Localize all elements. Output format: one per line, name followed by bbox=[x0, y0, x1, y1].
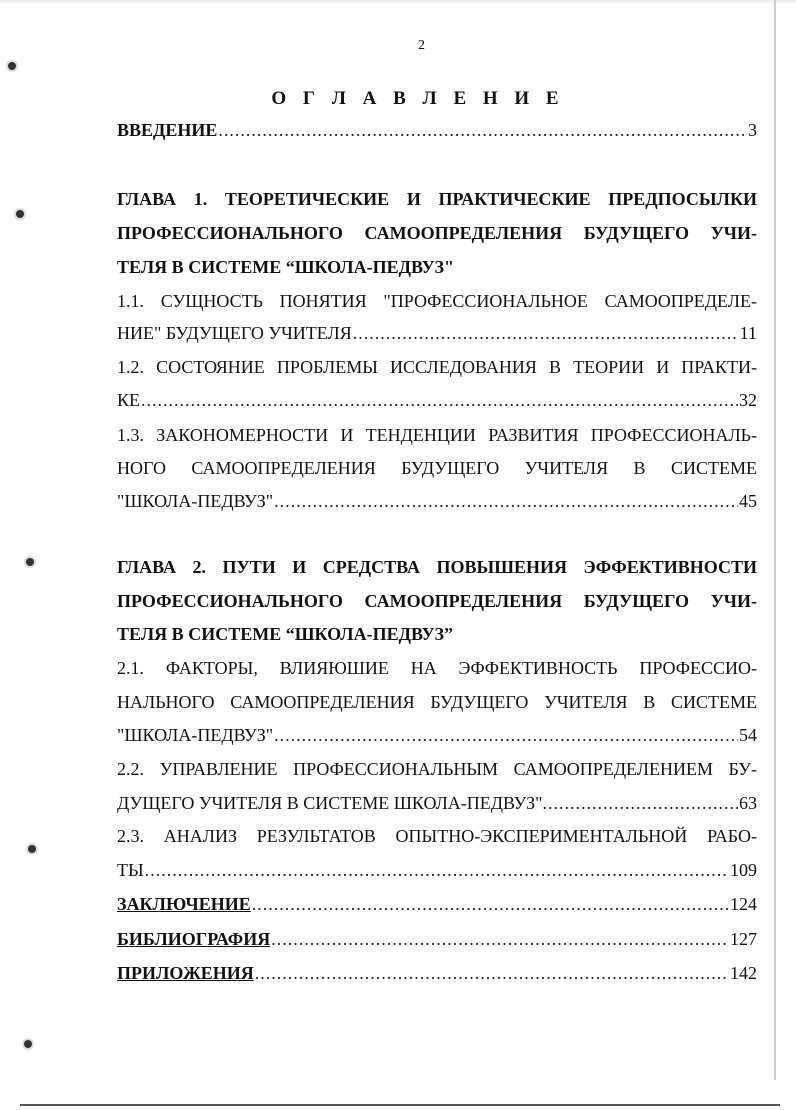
toc-entry-page: 124 bbox=[730, 894, 757, 914]
toc-entry-conclusion[interactable] bbox=[117, 887, 757, 921]
toc-entry-label: БИБЛИОГРАФИЯ bbox=[117, 929, 271, 949]
toc-entry-label: ТЫ bbox=[117, 860, 144, 880]
section-1-1-line[interactable]: 1.1. СУЩНОСТЬ ПОНЯТИЯ "ПРОФЕССИОНАЛЬНОЕ САМООПРЕДЕЛЕ- bbox=[117, 291, 757, 311]
toc-entry-page: 3 bbox=[748, 120, 757, 140]
toc-entry-section-2-3[interactable] bbox=[117, 853, 757, 887]
toc-entry-page: 127 bbox=[730, 929, 757, 949]
dot-leader bbox=[274, 718, 738, 752]
dot-leader bbox=[141, 383, 738, 417]
toc-entry-section-2-2[interactable] bbox=[117, 786, 757, 820]
punch-hole-mark bbox=[28, 845, 36, 853]
chapter-1-title-line[interactable]: ПРОФЕССИОНАЛЬНОГО САМООПРЕДЕЛЕНИЯ БУДУЩЕГО УЧИ- bbox=[117, 223, 757, 243]
toc-entry-label: НИЕ" БУДУЩЕГО УЧИТЕЛЯ bbox=[117, 323, 352, 343]
toc-entry-label: "ШКОЛА-ПЕДВУЗ" bbox=[117, 491, 274, 511]
toc-entry-page: 32 bbox=[739, 390, 757, 410]
toc-entry-label: ВВЕДЕНИЕ bbox=[117, 120, 218, 140]
toc-entry-label: ДУЩЕГО УЧИТЕЛЯ В СИСТЕМЕ ШКОЛА-ПЕДВУЗ". bbox=[117, 793, 547, 813]
toc-entry-introduction[interactable] bbox=[117, 113, 757, 147]
dot-leader bbox=[274, 484, 738, 518]
toc-entry-label: "ШКОЛА-ПЕДВУЗ" bbox=[117, 725, 274, 745]
dot-leader bbox=[145, 853, 729, 887]
section-2-1-line[interactable]: НАЛЬНОГО САМООПРЕДЕЛЕНИЯ БУДУЩЕГО УЧИТЕЛЯ В СИСТЕМЕ bbox=[117, 692, 757, 712]
page-number: 2 bbox=[418, 38, 425, 53]
chapter-2-title-line[interactable]: ПРОФЕССИОНАЛЬНОГО САМООПРЕДЕЛЕНИЯ БУДУЩЕГО УЧИ- bbox=[117, 591, 757, 611]
chapter-1-title-line[interactable]: ТЕЛЯ В СИСТЕМЕ “ШКОЛА-ПЕДВУЗ" bbox=[117, 257, 454, 277]
toc-entry-section-2-1[interactable] bbox=[117, 718, 757, 752]
toc-entry-page: 142 bbox=[730, 963, 757, 983]
chapter-2-title-line[interactable]: ГЛАВА 2. ПУТИ И СРЕДСТВА ПОВЫШЕНИЯ ЭФФЕКТИВНОСТИ bbox=[117, 557, 757, 577]
dot-leader bbox=[271, 922, 729, 956]
toc-title: О Г Л А В Л Е Н И Е bbox=[271, 88, 565, 109]
toc-entry-appendices[interactable] bbox=[117, 956, 757, 990]
dot-leader bbox=[548, 786, 738, 820]
section-2-3-line[interactable]: 2.3. АНАЛИЗ РЕЗУЛЬТАТОВ ОПЫТНО-ЭКСПЕРИМЕНТАЛЬНОЙ РАБО- bbox=[117, 826, 757, 846]
toc-entry-page: 54 bbox=[739, 725, 757, 745]
section-2-2-line[interactable]: 2.2. УПРАВЛЕНИЕ ПРОФЕССИОНАЛЬНЫМ САМООПРЕДЕЛЕНИЕМ БУ- bbox=[117, 759, 757, 779]
toc-entry-bibliography[interactable] bbox=[117, 922, 757, 956]
punch-hole-mark bbox=[24, 1040, 32, 1048]
toc-entry-label: ПРИЛОЖЕНИЯ bbox=[117, 963, 254, 983]
section-1-3-line[interactable]: 1.3. ЗАКОНОМЕРНОСТИ И ТЕНДЕНЦИИ РАЗВИТИЯ ПРОФЕССИОНАЛЬ- bbox=[117, 425, 757, 445]
punch-hole-mark bbox=[26, 558, 34, 566]
toc-entry-page: 45 bbox=[739, 491, 757, 511]
section-2-1-line[interactable]: 2.1. ФАКТОРЫ, ВЛИЯЮШИЕ НА ЭФФЕКТИВНОСТЬ ПРОФЕССИО- bbox=[117, 658, 757, 678]
chapter-2-title-line[interactable]: ТЕЛЯ В СИСТЕМЕ “ШКОЛА-ПЕДВУЗ” bbox=[117, 624, 453, 644]
toc-entry-section-1-2[interactable] bbox=[117, 383, 757, 417]
section-1-3-line[interactable]: НОГО САМООПРЕДЕЛЕНИЯ БУДУЩЕГО УЧИТЕЛЯ В СИСТЕМЕ bbox=[117, 458, 757, 478]
scan-bottom-edge bbox=[20, 1104, 780, 1106]
toc-entry-label: КЕ bbox=[117, 390, 141, 410]
scan-right-edge bbox=[774, 0, 776, 1080]
punch-hole-mark bbox=[8, 62, 16, 70]
dot-leader bbox=[353, 316, 739, 350]
toc-entry-page: 109 bbox=[730, 860, 757, 880]
punch-hole-mark bbox=[16, 210, 24, 218]
toc-entry-section-1-3[interactable] bbox=[117, 484, 757, 518]
section-1-2-line[interactable]: 1.2. СОСТОЯНИЕ ПРОБЛЕМЫ ИССЛЕДОВАНИЯ В ТЕОРИИ И ПРАКТИ- bbox=[117, 357, 757, 377]
dot-leader bbox=[252, 887, 729, 921]
dot-leader bbox=[218, 113, 747, 147]
scan-top-edge bbox=[0, 0, 796, 4]
toc-entry-label: ЗАКЛЮЧЕНИЕ bbox=[117, 894, 251, 914]
toc-entry-section-1-1[interactable] bbox=[117, 316, 757, 350]
dot-leader bbox=[255, 956, 729, 990]
toc-entry-page: 63 bbox=[739, 793, 757, 813]
chapter-1-title-line[interactable]: ГЛАВА 1. ТЕОРЕТИЧЕСКИЕ И ПРАКТИЧЕСКИЕ ПРЕДПОСЫЛКИ bbox=[117, 189, 757, 209]
toc-entry-page: 11 bbox=[739, 323, 757, 343]
